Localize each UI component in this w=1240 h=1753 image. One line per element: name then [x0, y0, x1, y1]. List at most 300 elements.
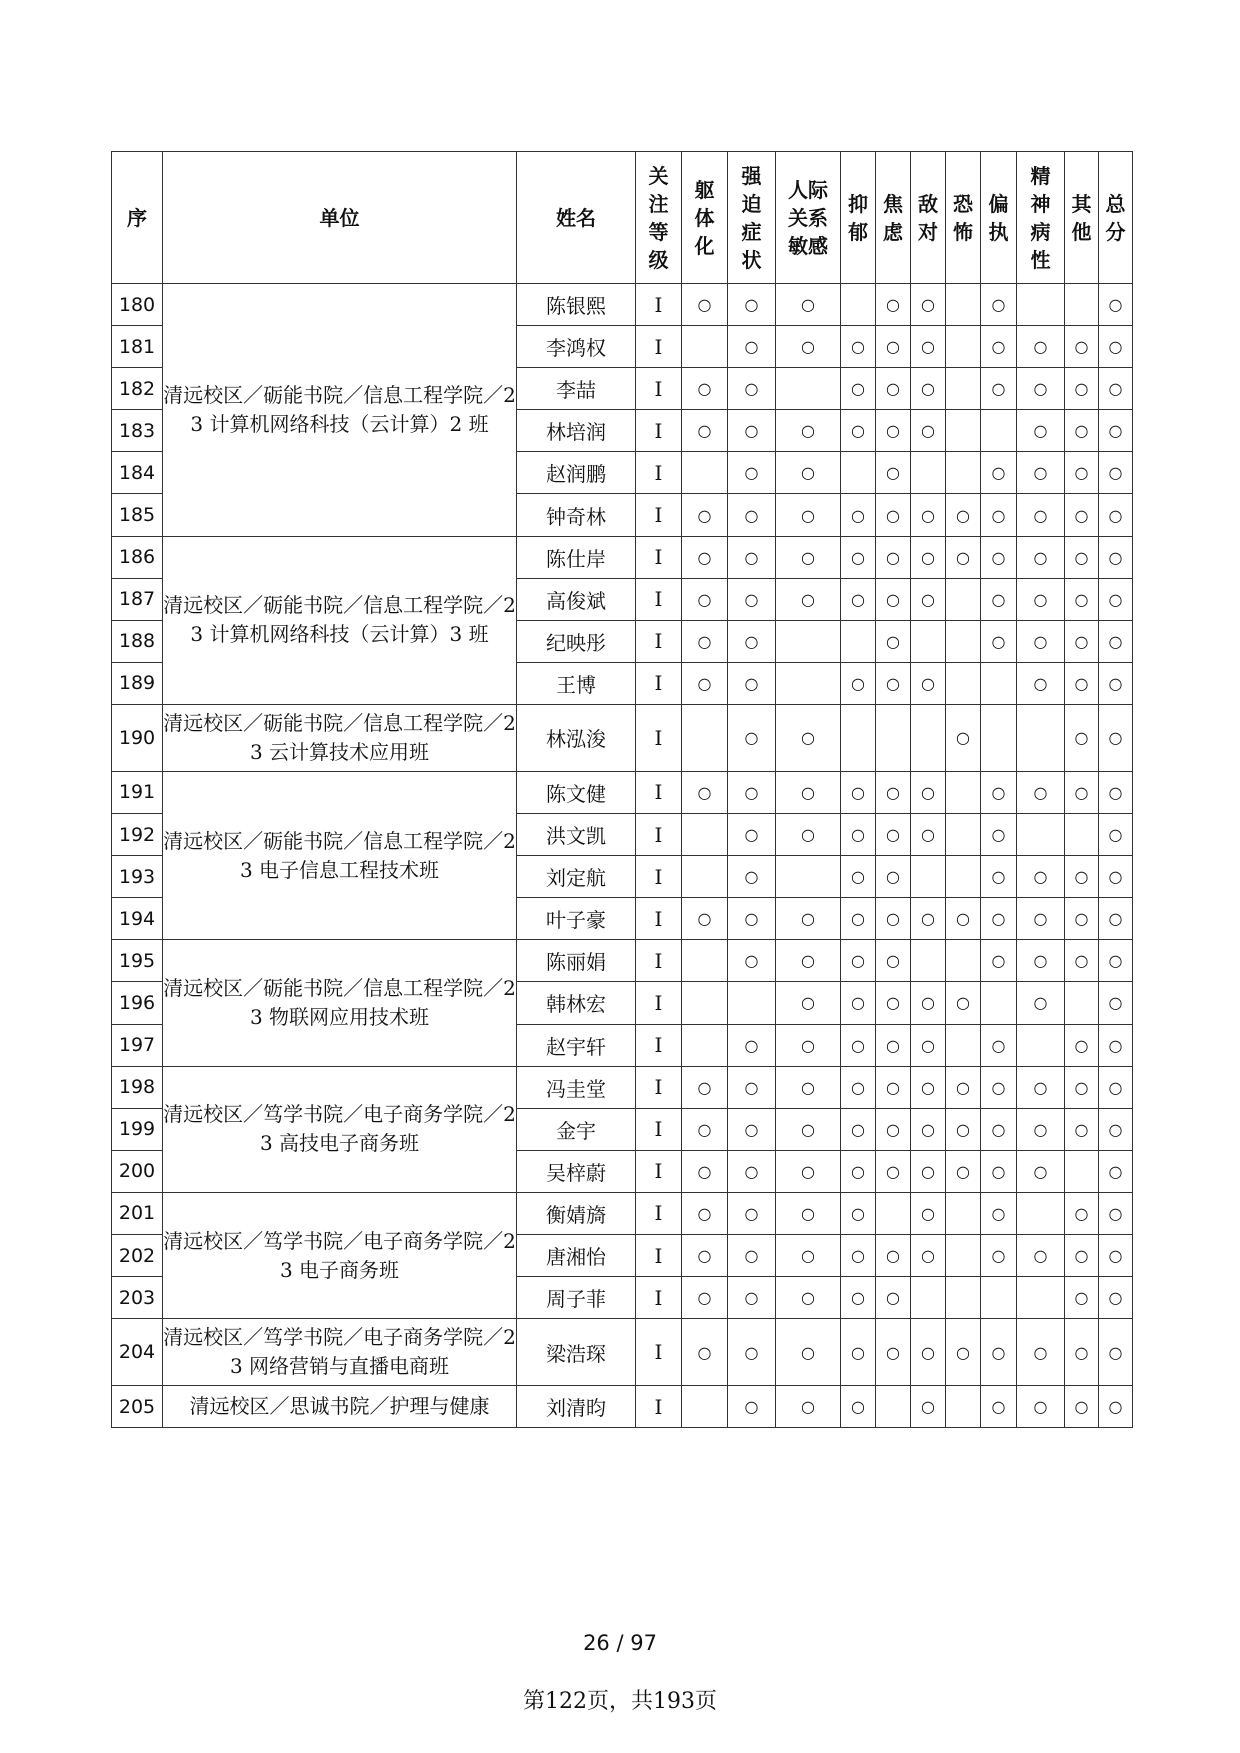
- circle-mark-icon: ○: [744, 421, 759, 441]
- circle-mark-icon: ○: [744, 1288, 759, 1308]
- mark-cell-c7: [946, 578, 981, 620]
- mark-cell-c8: [981, 898, 1017, 940]
- circle-mark-icon: ○: [1033, 421, 1048, 441]
- mark-cell-c5: [876, 898, 911, 940]
- circle-mark-icon: ○: [697, 1161, 712, 1181]
- mark-cell-c5: [876, 1319, 911, 1386]
- circle-mark-icon: ○: [921, 673, 935, 693]
- attention-level-cell: Ⅰ: [636, 1277, 682, 1319]
- circle-mark-icon: ○: [886, 909, 900, 929]
- circle-mark-icon: ○: [991, 1119, 1006, 1139]
- circle-mark-icon: ○: [1033, 463, 1048, 483]
- attention-level-cell: Ⅰ: [636, 284, 682, 326]
- mark-cell-c10: [1065, 452, 1099, 494]
- mark-cell-c6: [911, 620, 946, 662]
- name-cell: 陈银熙: [517, 284, 636, 326]
- circle-mark-icon: ○: [1074, 463, 1089, 483]
- mark-cell-c9: [1017, 898, 1065, 940]
- circle-mark-icon: ○: [697, 782, 712, 802]
- circle-mark-icon: ○: [851, 867, 865, 887]
- name-cell: 陈丽娟: [517, 940, 636, 982]
- circle-mark-icon: ○: [801, 1119, 815, 1139]
- mark-cell-c4: [841, 1150, 876, 1192]
- mark-cell-c8: [981, 368, 1017, 410]
- circle-mark-icon: ○: [1033, 673, 1048, 693]
- attention-level-cell: Ⅰ: [636, 1234, 682, 1276]
- circle-mark-icon: ○: [697, 547, 712, 567]
- mark-cell-c11: [1099, 1234, 1133, 1276]
- col-header-label: 焦虑: [883, 191, 903, 244]
- mark-cell-c3: [776, 662, 841, 704]
- mark-cell-c1: [682, 662, 728, 704]
- mark-cell-c11: [1099, 536, 1133, 578]
- seq-cell: 191: [112, 771, 163, 813]
- mark-cell-c9: [1017, 578, 1065, 620]
- circle-mark-icon: ○: [886, 337, 900, 357]
- circle-mark-icon: ○: [851, 1397, 865, 1417]
- mark-cell-c1: [682, 536, 728, 578]
- mark-cell-c2: [728, 536, 776, 578]
- col-header-label: 其他: [1071, 191, 1092, 244]
- attention-level-cell: Ⅰ: [636, 1319, 682, 1386]
- circle-mark-icon: ○: [886, 951, 900, 971]
- mark-cell-c8: [981, 1319, 1017, 1386]
- mark-cell-c6: [911, 1066, 946, 1108]
- mark-cell-c8: [981, 1386, 1017, 1428]
- circle-mark-icon: ○: [956, 728, 970, 748]
- mark-cell-c9: [1017, 494, 1065, 536]
- circle-mark-icon: ○: [1074, 631, 1089, 651]
- attention-level-cell: Ⅰ: [636, 1024, 682, 1066]
- attention-level-cell: Ⅰ: [636, 1192, 682, 1234]
- mark-cell-c3: [776, 326, 841, 368]
- mark-cell-c9: [1017, 452, 1065, 494]
- circle-mark-icon: ○: [851, 589, 865, 609]
- circle-mark-icon: ○: [851, 1161, 865, 1181]
- seq-cell: 185: [112, 494, 163, 536]
- mark-cell-c8: [981, 452, 1017, 494]
- mark-cell-c2: [728, 704, 776, 771]
- col-header-c3: [776, 152, 841, 284]
- circle-mark-icon: ○: [921, 1397, 935, 1417]
- mark-cell-c9: [1017, 856, 1065, 898]
- circle-mark-icon: ○: [744, 782, 759, 802]
- seq-cell: 184: [112, 452, 163, 494]
- circle-mark-icon: ○: [1108, 825, 1123, 845]
- name-cell: 李喆: [517, 368, 636, 410]
- circle-mark-icon: ○: [1074, 1203, 1089, 1223]
- attention-level-cell: Ⅰ: [636, 1386, 682, 1428]
- circle-mark-icon: ○: [921, 1035, 935, 1055]
- circle-mark-icon: ○: [991, 631, 1006, 651]
- mark-cell-c9: [1017, 1024, 1065, 1066]
- mark-cell-c10: [1065, 1234, 1099, 1276]
- mark-cell-c6: [911, 814, 946, 856]
- circle-mark-icon: ○: [851, 421, 865, 441]
- mark-cell-c3: [776, 898, 841, 940]
- mark-cell-c8: [981, 1234, 1017, 1276]
- mark-cell-c8: [981, 284, 1017, 326]
- circle-mark-icon: ○: [886, 1035, 900, 1055]
- mark-cell-c10: [1065, 410, 1099, 452]
- mark-cell-c6: [911, 1386, 946, 1428]
- circle-mark-icon: ○: [1074, 673, 1089, 693]
- mark-cell-c6: [911, 662, 946, 704]
- name-cell: 金宇: [517, 1108, 636, 1150]
- circle-mark-icon: ○: [1074, 421, 1089, 441]
- name-cell: 林泓浚: [517, 704, 636, 771]
- name-cell: 纪映彤: [517, 620, 636, 662]
- mark-cell-c6: [911, 1319, 946, 1386]
- mark-cell-c2: [728, 410, 776, 452]
- circle-mark-icon: ○: [744, 728, 759, 748]
- circle-mark-icon: ○: [1074, 867, 1089, 887]
- mark-cell-c10: [1065, 771, 1099, 813]
- circle-mark-icon: ○: [744, 951, 759, 971]
- seq-cell: 198: [112, 1066, 163, 1108]
- mark-cell-c1: [682, 771, 728, 813]
- mark-cell-c7: [946, 452, 981, 494]
- mark-cell-c6: [911, 578, 946, 620]
- circle-mark-icon: ○: [991, 1397, 1006, 1417]
- circle-mark-icon: ○: [1108, 421, 1123, 441]
- attention-level-cell: Ⅰ: [636, 704, 682, 771]
- mark-cell-c3: [776, 410, 841, 452]
- name-cell: 赵宇轩: [517, 1024, 636, 1066]
- mark-cell-c9: [1017, 1066, 1065, 1108]
- col-header-c5: [876, 152, 911, 284]
- mark-cell-c2: [728, 368, 776, 410]
- mark-cell-c5: [876, 1234, 911, 1276]
- mark-cell-c11: [1099, 494, 1133, 536]
- mark-cell-c3: [776, 494, 841, 536]
- mark-cell-c10: [1065, 494, 1099, 536]
- mark-cell-c9: [1017, 1386, 1065, 1428]
- mark-cell-c10: [1065, 326, 1099, 368]
- circle-mark-icon: ○: [1074, 547, 1089, 567]
- circle-mark-icon: ○: [1033, 993, 1048, 1013]
- attention-level-cell: Ⅰ: [636, 771, 682, 813]
- mark-cell-c11: [1099, 284, 1133, 326]
- mark-cell-c11: [1099, 1277, 1133, 1319]
- mark-cell-c10: [1065, 620, 1099, 662]
- circle-mark-icon: ○: [1074, 951, 1089, 971]
- attention-level-cell: Ⅰ: [636, 368, 682, 410]
- circle-mark-icon: ○: [801, 1342, 815, 1362]
- mark-cell-c11: [1099, 898, 1133, 940]
- attention-level-cell: Ⅰ: [636, 898, 682, 940]
- mark-cell-c10: [1065, 940, 1099, 982]
- mark-cell-c10: [1065, 814, 1099, 856]
- circle-mark-icon: ○: [801, 421, 815, 441]
- col-header-label: 序: [127, 205, 147, 230]
- circle-mark-icon: ○: [697, 909, 712, 929]
- seq-cell: 201: [112, 1192, 163, 1234]
- mark-cell-c11: [1099, 368, 1133, 410]
- mark-cell-c2: [728, 1319, 776, 1386]
- col-header-c9: [1017, 152, 1065, 284]
- circle-mark-icon: ○: [801, 1288, 815, 1308]
- table-row: [112, 1192, 1133, 1234]
- mark-cell-c11: [1099, 326, 1133, 368]
- mark-cell-c5: [876, 1108, 911, 1150]
- circle-mark-icon: ○: [1033, 1077, 1048, 1097]
- mark-cell-c3: [776, 1386, 841, 1428]
- circle-mark-icon: ○: [1074, 728, 1089, 748]
- mark-cell-c2: [728, 940, 776, 982]
- mark-cell-c10: [1065, 1277, 1099, 1319]
- circle-mark-icon: ○: [991, 505, 1006, 525]
- circle-mark-icon: ○: [744, 1119, 759, 1139]
- mark-cell-c11: [1099, 1319, 1133, 1386]
- col-header-c1: [682, 152, 728, 284]
- circle-mark-icon: ○: [886, 589, 900, 609]
- mark-cell-c11: [1099, 771, 1133, 813]
- circle-mark-icon: ○: [801, 295, 815, 315]
- circle-mark-icon: ○: [1108, 1203, 1123, 1223]
- mark-cell-c4: [841, 368, 876, 410]
- mark-cell-c1: [682, 494, 728, 536]
- mark-cell-c7: [946, 326, 981, 368]
- mark-cell-c1: [682, 982, 728, 1024]
- circle-mark-icon: ○: [991, 589, 1006, 609]
- mark-cell-c10: [1065, 1066, 1099, 1108]
- name-cell: 洪文凯: [517, 814, 636, 856]
- mark-cell-c2: [728, 856, 776, 898]
- mark-cell-c6: [911, 1108, 946, 1150]
- mark-cell-c9: [1017, 771, 1065, 813]
- circle-mark-icon: ○: [801, 505, 815, 525]
- col-header-label: 偏执: [988, 191, 1009, 244]
- mark-cell-c1: [682, 1108, 728, 1150]
- circle-mark-icon: ○: [991, 379, 1006, 399]
- seq-cell: 182: [112, 368, 163, 410]
- mark-cell-c6: [911, 452, 946, 494]
- col-header-c8: [981, 152, 1017, 284]
- circle-mark-icon: ○: [991, 1077, 1006, 1097]
- name-cell: 叶子豪: [517, 898, 636, 940]
- mark-cell-c7: [946, 704, 981, 771]
- circle-mark-icon: ○: [744, 1397, 759, 1417]
- circle-mark-icon: ○: [991, 1203, 1006, 1223]
- mark-cell-c7: [946, 1150, 981, 1192]
- circle-mark-icon: ○: [1033, 951, 1048, 971]
- mark-cell-c8: [981, 856, 1017, 898]
- mark-cell-c7: [946, 771, 981, 813]
- mark-cell-c4: [841, 982, 876, 1024]
- mark-cell-c7: [946, 1386, 981, 1428]
- mark-cell-c8: [981, 494, 1017, 536]
- circle-mark-icon: ○: [1108, 867, 1123, 887]
- mark-cell-c8: [981, 1150, 1017, 1192]
- mark-cell-c2: [728, 814, 776, 856]
- attention-level-cell: Ⅰ: [636, 940, 682, 982]
- mark-cell-c6: [911, 898, 946, 940]
- mark-cell-c5: [876, 326, 911, 368]
- mark-cell-c5: [876, 578, 911, 620]
- mark-cell-c10: [1065, 1024, 1099, 1066]
- circle-mark-icon: ○: [1033, 1161, 1048, 1181]
- circle-mark-icon: ○: [886, 295, 900, 315]
- attention-level-cell: Ⅰ: [636, 326, 682, 368]
- col-header-c2: [728, 152, 776, 284]
- mark-cell-c8: [981, 662, 1017, 704]
- circle-mark-icon: ○: [744, 909, 759, 929]
- mark-cell-c7: [946, 982, 981, 1024]
- mark-cell-c8: [981, 940, 1017, 982]
- mark-cell-c3: [776, 536, 841, 578]
- circle-mark-icon: ○: [744, 337, 759, 357]
- circle-mark-icon: ○: [921, 421, 935, 441]
- col-header-seq: [112, 152, 163, 284]
- mark-cell-c4: [841, 578, 876, 620]
- attention-level-cell: Ⅰ: [636, 1150, 682, 1192]
- circle-mark-icon: ○: [744, 505, 759, 525]
- mark-cell-c9: [1017, 326, 1065, 368]
- mark-cell-c11: [1099, 662, 1133, 704]
- col-header-level: [636, 152, 682, 284]
- circle-mark-icon: ○: [1108, 1397, 1123, 1417]
- mark-cell-c3: [776, 1234, 841, 1276]
- circle-mark-icon: ○: [697, 1288, 712, 1308]
- circle-mark-icon: ○: [744, 295, 759, 315]
- seq-cell: 203: [112, 1277, 163, 1319]
- circle-mark-icon: ○: [697, 1246, 712, 1266]
- circle-mark-icon: ○: [921, 337, 935, 357]
- col-header-label: 抑郁: [848, 191, 868, 244]
- mark-cell-c2: [728, 452, 776, 494]
- circle-mark-icon: ○: [886, 673, 900, 693]
- circle-mark-icon: ○: [851, 547, 865, 567]
- mark-cell-c2: [728, 662, 776, 704]
- circle-mark-icon: ○: [886, 782, 900, 802]
- mark-cell-c2: [728, 1192, 776, 1234]
- circle-mark-icon: ○: [886, 867, 900, 887]
- mark-cell-c11: [1099, 1192, 1133, 1234]
- mark-cell-c2: [728, 284, 776, 326]
- mark-cell-c3: [776, 452, 841, 494]
- mark-cell-c3: [776, 982, 841, 1024]
- seq-cell: 202: [112, 1234, 163, 1276]
- circle-mark-icon: ○: [991, 1161, 1006, 1181]
- seq-cell: 190: [112, 704, 163, 771]
- circle-mark-icon: ○: [991, 1246, 1006, 1266]
- col-header-name: [517, 152, 636, 284]
- mark-cell-c1: [682, 1066, 728, 1108]
- name-cell: 林培润: [517, 410, 636, 452]
- circle-mark-icon: ○: [744, 673, 759, 693]
- circle-mark-icon: ○: [851, 673, 865, 693]
- mark-cell-c3: [776, 1108, 841, 1150]
- circle-mark-icon: ○: [1033, 1246, 1048, 1266]
- circle-mark-icon: ○: [1033, 337, 1048, 357]
- circle-mark-icon: ○: [697, 631, 712, 651]
- mark-cell-c9: [1017, 1192, 1065, 1234]
- mark-cell-c6: [911, 940, 946, 982]
- mark-cell-c11: [1099, 1386, 1133, 1428]
- mark-cell-c1: [682, 620, 728, 662]
- circle-mark-icon: ○: [851, 1119, 865, 1139]
- mark-cell-c9: [1017, 1150, 1065, 1192]
- mark-cell-c7: [946, 1066, 981, 1108]
- circle-mark-icon: ○: [697, 421, 712, 441]
- circle-mark-icon: ○: [851, 1288, 865, 1308]
- seq-cell: 196: [112, 982, 163, 1024]
- mark-cell-c3: [776, 704, 841, 771]
- col-header-c7: [946, 152, 981, 284]
- col-header-label: 总分: [1105, 191, 1126, 244]
- mark-cell-c8: [981, 982, 1017, 1024]
- attention-level-cell: Ⅰ: [636, 1108, 682, 1150]
- mark-cell-c4: [841, 1192, 876, 1234]
- circle-mark-icon: ○: [886, 993, 900, 1013]
- mark-cell-c5: [876, 620, 911, 662]
- mark-cell-c6: [911, 410, 946, 452]
- mark-cell-c1: [682, 284, 728, 326]
- mark-cell-c9: [1017, 410, 1065, 452]
- mark-cell-c8: [981, 1192, 1017, 1234]
- seq-cell: 188: [112, 620, 163, 662]
- mark-cell-c8: [981, 1024, 1017, 1066]
- mark-cell-c1: [682, 898, 728, 940]
- circle-mark-icon: ○: [956, 909, 970, 929]
- circle-mark-icon: ○: [744, 1161, 759, 1181]
- circle-mark-icon: ○: [697, 1077, 712, 1097]
- circle-mark-icon: ○: [1074, 589, 1089, 609]
- table-row: [112, 1386, 1133, 1428]
- circle-mark-icon: ○: [851, 505, 865, 525]
- seq-cell: 204: [112, 1319, 163, 1386]
- attention-level-cell: Ⅰ: [636, 662, 682, 704]
- attention-level-cell: Ⅰ: [636, 814, 682, 856]
- mark-cell-c7: [946, 898, 981, 940]
- circle-mark-icon: ○: [1108, 1119, 1123, 1139]
- seq-cell: 195: [112, 940, 163, 982]
- mark-cell-c2: [728, 1150, 776, 1192]
- mark-cell-c7: [946, 1108, 981, 1150]
- circle-mark-icon: ○: [886, 1342, 900, 1362]
- circle-mark-icon: ○: [851, 825, 865, 845]
- unit-cell: 清远校区／砺能书院／信息工程学院／23 计算机网络科技（云计算）2 班: [163, 284, 517, 537]
- circle-mark-icon: ○: [991, 337, 1006, 357]
- circle-mark-icon: ○: [921, 993, 935, 1013]
- mark-cell-c1: [682, 1319, 728, 1386]
- name-cell: 刘清昀: [517, 1386, 636, 1428]
- circle-mark-icon: ○: [1074, 1397, 1089, 1417]
- circle-mark-icon: ○: [1033, 379, 1048, 399]
- circle-mark-icon: ○: [1033, 1397, 1048, 1417]
- circle-mark-icon: ○: [697, 505, 712, 525]
- seq-cell: 189: [112, 662, 163, 704]
- mark-cell-c4: [841, 1234, 876, 1276]
- mark-cell-c4: [841, 1277, 876, 1319]
- mark-cell-c1: [682, 578, 728, 620]
- mark-cell-c8: [981, 1277, 1017, 1319]
- circle-mark-icon: ○: [1033, 631, 1048, 651]
- mark-cell-c7: [946, 814, 981, 856]
- mark-cell-c7: [946, 1024, 981, 1066]
- circle-mark-icon: ○: [1108, 547, 1123, 567]
- circle-mark-icon: ○: [921, 1246, 935, 1266]
- attention-level-cell: Ⅰ: [636, 536, 682, 578]
- mark-cell-c9: [1017, 704, 1065, 771]
- mark-cell-c3: [776, 284, 841, 326]
- circle-mark-icon: ○: [886, 1161, 900, 1181]
- circle-mark-icon: ○: [1108, 993, 1123, 1013]
- attention-level-cell: Ⅰ: [636, 578, 682, 620]
- circle-mark-icon: ○: [991, 909, 1006, 929]
- mark-cell-c6: [911, 326, 946, 368]
